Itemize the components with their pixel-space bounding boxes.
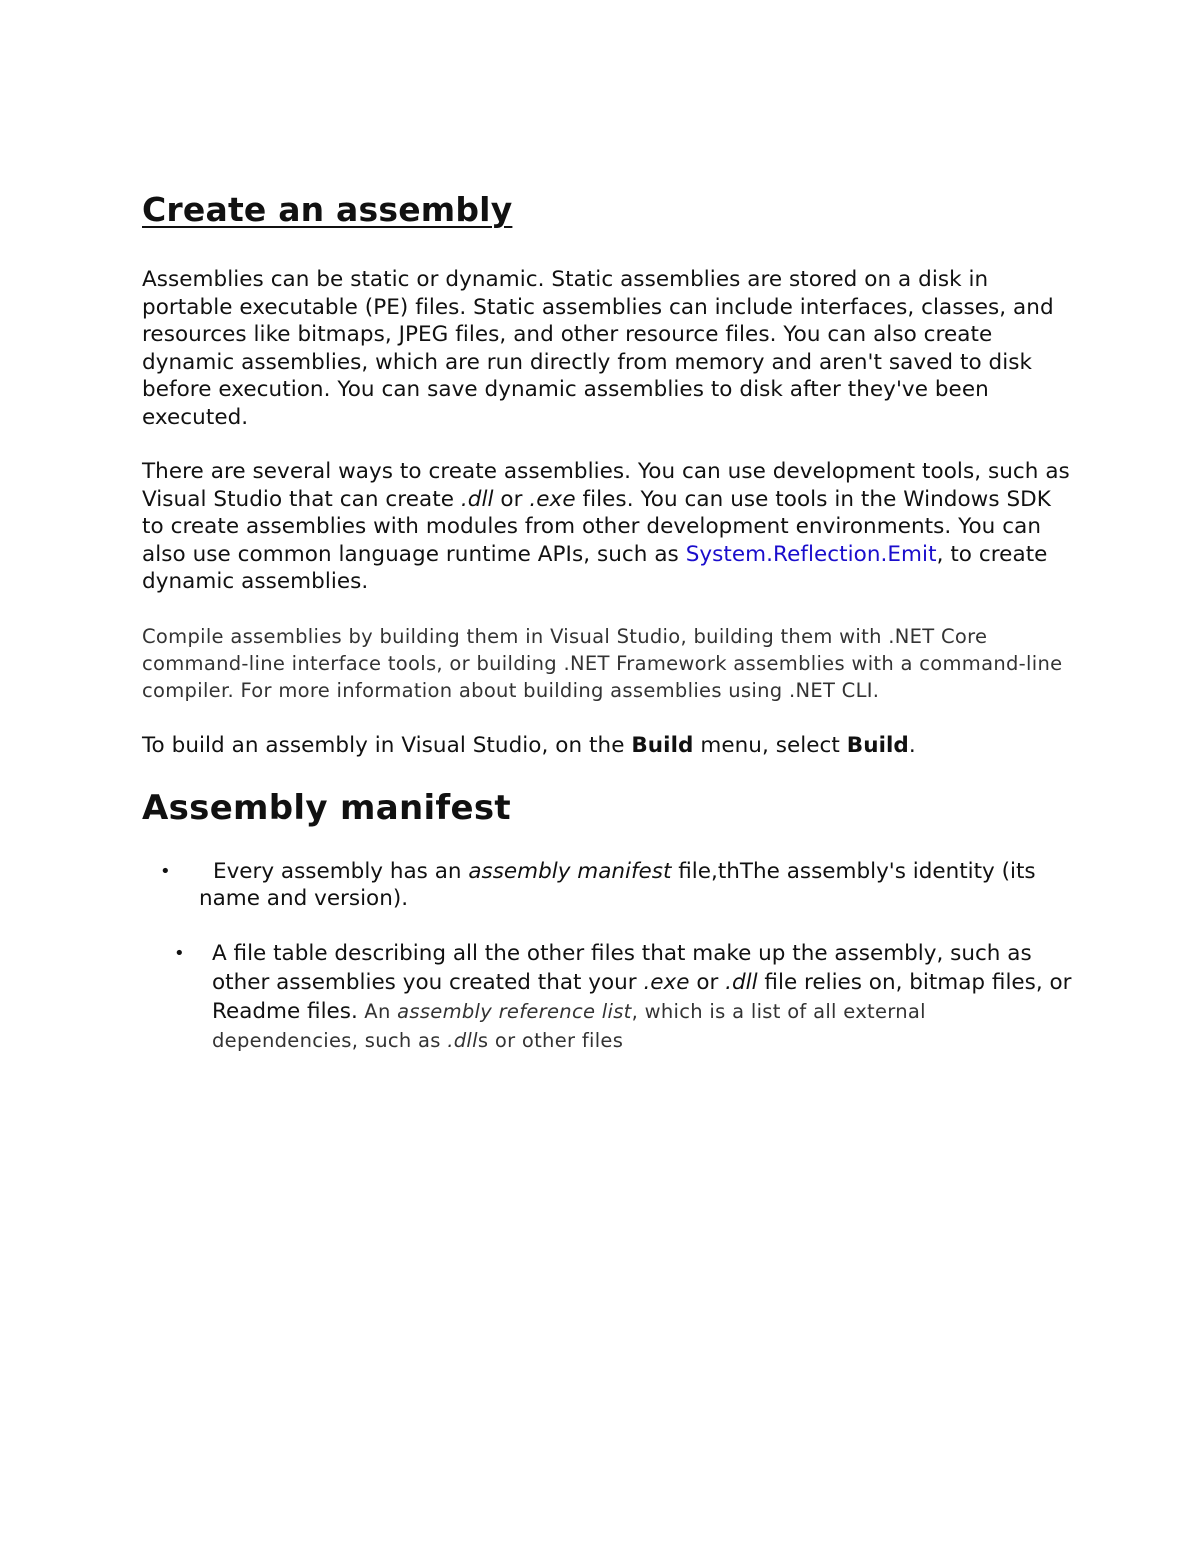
text-run: An	[357, 1000, 398, 1023]
text-run: menu, select	[693, 732, 847, 758]
heading-create-an-assembly: Create an assembly	[142, 190, 513, 229]
text-run: There are several ways to create assemblies. You can use development tools, such as Visual Studio that can create	[142, 459, 1070, 512]
text-run: .	[908, 732, 916, 758]
text-run: Every assembly has an	[213, 859, 469, 884]
text-run: To build an assembly in Visual Studio, on the	[142, 732, 632, 758]
exe-extension: .exe	[529, 486, 576, 512]
system-reflection-emit-link[interactable]: System.Reflection.Emit	[685, 541, 937, 567]
assembly-manifest-term: assembly manifest	[468, 859, 672, 884]
text-run: or	[689, 970, 726, 995]
text-run: or	[493, 486, 530, 512]
text-run: file relies on, bitmap files, or Readme files.	[212, 970, 1072, 1024]
dll-extension: .dll	[447, 1029, 478, 1052]
dll-extension: .dll	[460, 486, 494, 512]
bullet-icon: •	[174, 943, 185, 964]
assembly-reference-list-term: assembly reference list	[397, 1000, 632, 1023]
text-run: files. You can use tools in the Windows SDK to create assemblies with modules from other development environments. You can also use common language runtime APIs, such as	[142, 486, 1051, 567]
list-item	[142, 939, 1072, 1055]
text-run: file,thThe assembly's identity (its name and version).	[199, 859, 1036, 911]
text-run: A file table describing all the other files that make up the assembly, such as other assemblies you created that your	[212, 941, 1032, 995]
document-content	[142, 190, 1072, 1055]
exe-extension: .exe	[643, 970, 690, 995]
paragraph-compile-assemblies: Compile assemblies by building them in Visual Studio, building them with .NET Core command-line interface tools, or building .NET Framework assemblies with a command-line compiler. For more information about building assemblies using .NET CLI.	[142, 624, 1063, 702]
build-menu-name: Build	[631, 732, 694, 758]
manifest-bullet-list	[142, 858, 1072, 1055]
list-item	[142, 858, 1072, 912]
list-item-text	[199, 858, 1072, 912]
heading-assembly-manifest: Assembly manifest	[142, 788, 511, 828]
bullet-icon: •	[160, 861, 171, 882]
paragraph-ways-to-create	[142, 458, 1072, 596]
text-run: s or other files	[477, 1029, 624, 1052]
dll-extension: .dll	[725, 970, 758, 995]
paragraph-static-dynamic: Assemblies can be static or dynamic. Static assemblies are stored on a disk in portable executable (PE) files. Static assemblies can include interfaces, classes, and resources like bitmaps, JPEG files, and other resource files. You can also create dynamic assemblies, which are run directly from memory and aren't saved to disk before execution. You can save dynamic assemblies to disk after they've been executed.	[142, 267, 1054, 430]
paragraph-build-in-visual-studio	[142, 732, 1072, 760]
text-run: , which is a list of all external dependencies, such as	[212, 1000, 926, 1052]
text-run: , to create dynamic assemblies.	[142, 541, 1048, 594]
build-menu-item: Build	[846, 732, 909, 758]
list-item-text	[212, 941, 1072, 1053]
